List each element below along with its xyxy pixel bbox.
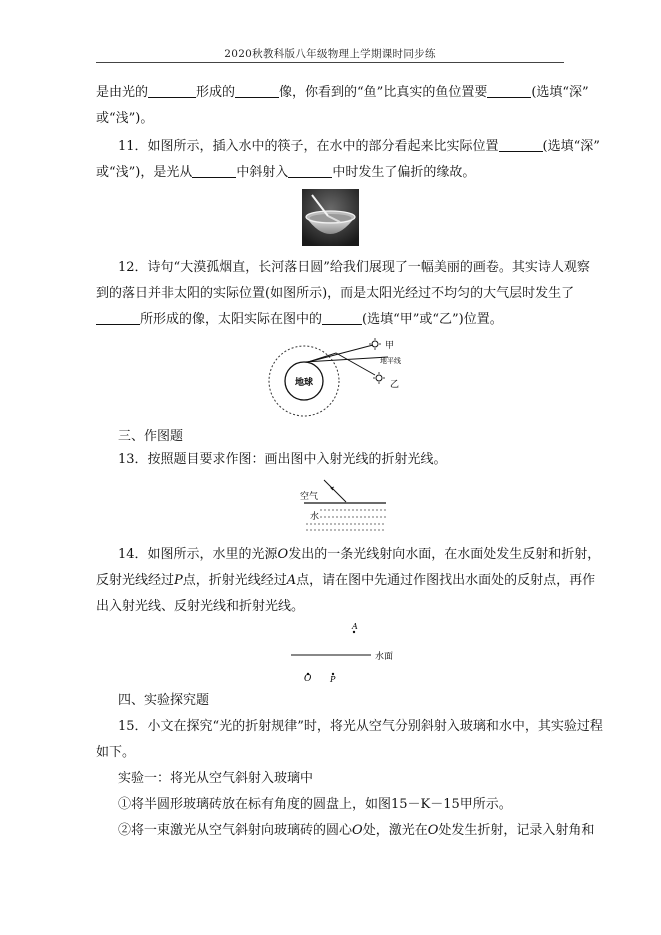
q15-line-1: 15．小文在探究“光的折射规律”时，将光从空气分别斜射入玻璃和水中，其实验过程	[118, 719, 603, 734]
q12-line-2: 到的落日并非太阳的实际位置(如图所示)，而是太阳光经过不均匀的大气层时发生了	[96, 286, 575, 301]
text: 反射光线经过	[96, 573, 175, 588]
text: 点，请在图中先通过作图找出水面处的反射点，再作	[296, 573, 596, 588]
text: 14．如图所示，水里的光源	[118, 547, 278, 562]
answer-blank	[96, 311, 140, 325]
text: (选填“深”	[542, 139, 600, 154]
text: 中时发生了偏折的缘故。	[332, 165, 476, 180]
answer-blank	[322, 311, 362, 325]
q14-line-3: 出入射光线、反射光线和折射光线。	[96, 599, 305, 614]
q15-line-3: 实验一：将光从空气斜射入玻璃中	[118, 771, 314, 786]
answer-blank	[288, 164, 332, 178]
air-label: 空气	[300, 492, 319, 502]
text: 中斜射入	[236, 165, 289, 180]
q-prev-line-1	[96, 84, 589, 102]
q15-line-2: 如下。	[96, 745, 136, 760]
q-prev-line-2: 或“浅”)。	[96, 111, 154, 126]
symbol-o: O	[427, 823, 439, 838]
point-p-label: P	[330, 675, 336, 684]
text: 发出的一条光线射向水面，在水面处发生反射和折射，	[288, 547, 601, 562]
incident-ray	[324, 480, 346, 502]
sun-yi-icon	[373, 372, 385, 384]
water-label: 水	[310, 512, 320, 522]
text: (选填“甲”或“乙”)位置。	[362, 312, 503, 327]
sunset-refraction-figure	[268, 335, 418, 427]
text: 11．如图所示，插入水中的筷子，在水中的部分看起来比实际位置	[118, 139, 499, 154]
q14-line-1	[118, 546, 600, 564]
answer-blank	[235, 84, 279, 98]
symbol-p: P	[174, 573, 183, 588]
text: ②将一束激光从空气斜射向玻璃砖的圆心	[118, 823, 353, 838]
symbol-o: O	[277, 547, 289, 562]
q12-line-3	[96, 311, 503, 329]
chopstick-bowl-photo	[302, 189, 359, 246]
air-water-figure	[296, 476, 388, 534]
jia-label: 甲	[385, 341, 395, 351]
text: 形成的	[196, 85, 236, 100]
q13-line-1: 13．按照题目要求作图：画出图中入射光线的折射光线。	[118, 452, 447, 467]
q12-line-1: 12．诗句“大漠孤烟直，长河落日圆”给我们展现了一幅美丽的画卷。其实诗人观察	[118, 260, 590, 275]
section-3-title: 三、作图题	[118, 429, 184, 444]
q15-line-4: ①将半圆形玻璃砖放在标有角度的圆盘上，如图15－K－15甲所示。	[118, 797, 512, 812]
q14-line-2	[96, 572, 595, 590]
section-4-title: 四、实验探究题	[118, 693, 210, 708]
horizon-label: 地平线	[380, 357, 401, 365]
point-o-label: O	[304, 674, 312, 684]
q11-line-1	[118, 138, 600, 156]
symbol-a: A	[286, 573, 297, 588]
text: 是由光的	[96, 85, 149, 100]
text: 或“浅”)，是光从	[96, 165, 193, 180]
water-surface-figure	[285, 618, 405, 686]
answer-blank	[192, 164, 236, 178]
q15-line-5	[118, 822, 594, 840]
answer-blank	[148, 84, 196, 98]
text: (选填“深”	[531, 85, 589, 100]
header-rule	[96, 62, 564, 63]
text: 像，你看到的“鱼”比真实的鱼位置要	[279, 85, 488, 100]
text: 处发生折射，记录入射角和	[438, 823, 595, 838]
sun-jia-icon	[369, 338, 381, 350]
yi-label: 乙	[390, 380, 400, 390]
point-a-label: A	[352, 622, 358, 631]
water-surface-label: 水面	[375, 652, 394, 662]
answer-blank	[487, 84, 531, 98]
q11-line-2	[96, 164, 475, 182]
text: 处，激光在	[362, 823, 428, 838]
earth-label: 地球	[294, 378, 314, 388]
page-header: 2020秋教科版八年级物理上学期课时同步练	[224, 48, 436, 60]
text: 点，折射光线经过	[182, 573, 287, 588]
answer-blank	[499, 138, 543, 152]
symbol-o: O	[352, 823, 363, 838]
text: 所形成的像，太阳实际在图中的	[140, 312, 323, 327]
